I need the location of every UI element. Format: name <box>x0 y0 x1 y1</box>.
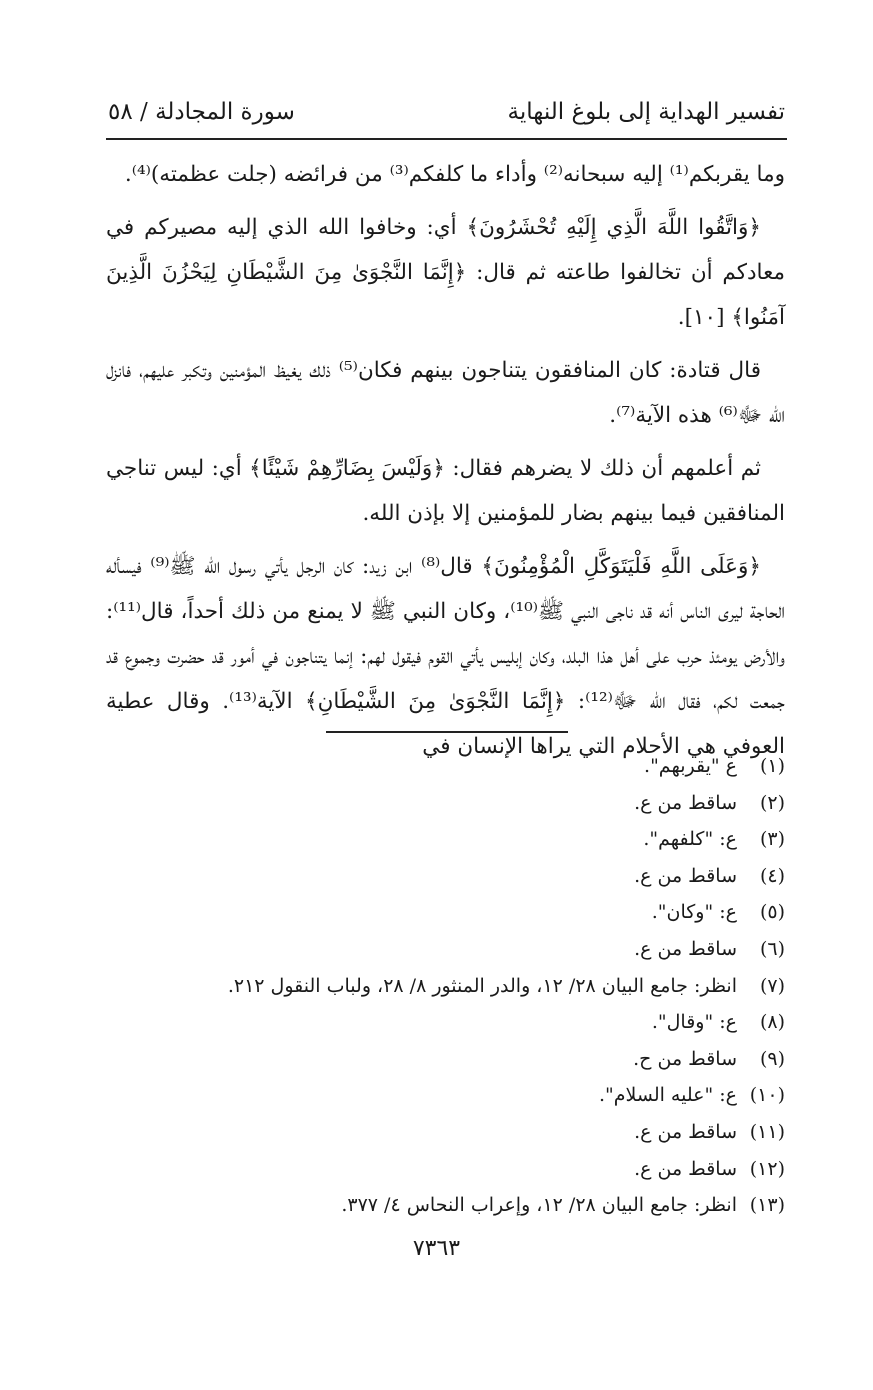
footnote-item <box>106 1114 785 1151</box>
footnote-item <box>106 785 785 822</box>
footnote-number: (٣) <box>759 828 785 851</box>
paragraph: قال قتادة: كان المنافقون يتناجون بينهم فكان⁽⁵⁾ ذلك يغيظ المؤمنين وتكبر عليهم، فانزل الله ﷻ⁽⁶⁾ هذه الآية⁽⁷⁾. <box>106 358 785 428</box>
footnote-text: ع "يقربهم". <box>644 755 737 777</box>
footnote-item <box>106 1151 785 1188</box>
footnote-text: ساقط من ع. <box>634 864 737 887</box>
footnote-number: (٦) <box>759 937 785 960</box>
footnote-text: ساقط من ع. <box>634 1157 737 1180</box>
footnote-text: انظر: جامع البيان ٢٨/ ١٢، وإعراب النحاس ٤/ ٣٧٧. <box>341 1194 737 1217</box>
footnote-text: ع: "وقال". <box>651 1011 737 1034</box>
footnote-number: (١٢) <box>749 1157 785 1180</box>
running-header <box>108 92 785 132</box>
footnote-text: ساقط من ع. <box>634 937 737 960</box>
footnote-item <box>106 748 785 785</box>
footnote-number: (٨) <box>759 1011 785 1034</box>
book-title: تفسير الهداية إلى بلوغ النهاية <box>507 99 785 125</box>
paragraph: ثم أعلمهم أن ذلك لا يضرهم فقال: ﴿وَلَيْسَ بِضَارِّهِمْ شَيْئًا﴾ أي: ليس تناجي المنافقين فيما بينهم بضار للمؤمنين إلا بإذن الله. <box>106 456 785 526</box>
footnote-number: (٤) <box>759 864 785 887</box>
footnote-item <box>106 1077 785 1114</box>
footnote-number: (٩) <box>759 1047 785 1070</box>
footnote-number: (١٠) <box>749 1084 785 1107</box>
footnote-text: ساقط من ع. <box>634 1120 737 1143</box>
footnote-text: ع: "كلفهم". <box>643 828 737 851</box>
footnote-divider <box>326 731 568 733</box>
footnote-number: (٢) <box>759 791 785 814</box>
footnote-number: (١١) <box>749 1120 785 1143</box>
footnote-number: (٥) <box>759 901 785 924</box>
paragraph: وما يقربكم⁽¹⁾ إليه سبحانه⁽²⁾ وأداء ما كلفكم⁽³⁾ من فرائضه (جلت عظمته)⁽⁴⁾. <box>124 162 785 187</box>
footnote-item <box>106 1187 785 1224</box>
footnote-item <box>106 931 785 968</box>
footnote-item <box>106 1004 785 1041</box>
surah-page-label: سورة المجادلة / ٥٨ <box>108 99 295 125</box>
footnote-text: ع: "وكان". <box>651 901 737 924</box>
footnote-item <box>106 1041 785 1078</box>
paragraph: ﴿وَعَلَى اللَّهِ فَلْيَتَوَكَّلِ الْمُؤْمِنُونَ﴾ قال⁽⁸⁾ ابن زيد: كان الرجل يأتي رسول الله ﷺ⁽⁹⁾ فيسأله الحاجة ليرى الناس أنه قد ناجى النبي ﷺ⁽¹⁰⁾، وكان النبي ﷺ لا يمنع من ذلك أحداً، قال⁽¹¹⁾: والأرض يومئذ حرب على أهل هذا البلد، وكان إبليس يأتي القوم فيقول لهم: إنما يتناجون في أمور قد حضرت وجموع قد جمعت لكم، فقال الله ﷻ⁽¹²⁾: ﴿إِنَّمَا النَّجْوَىٰ مِنَ الشَّيْطَانِ﴾ الآية⁽¹³⁾. وقال عطية العوفي هي الأحلام التي يراها الإنسان في <box>106 554 785 759</box>
paragraph: ﴿وَاتَّقُوا اللَّهَ الَّذِي إِلَيْهِ تُحْشَرُونَ﴾ أي: وخافوا الله الذي إليه مصيركم في معادكم أن تخالفوا طاعته ثم قال: ﴿إِنَّمَا النَّجْوَىٰ مِنَ الشَّيْطَانِ لِيَحْزُنَ الَّذِينَ آمَنُوا﴾ [١٠]. <box>106 215 785 330</box>
footnote-text: ع: "عليه السلام". <box>598 1084 737 1107</box>
footnote-item <box>106 858 785 895</box>
footnote-number: (١٣) <box>749 1194 785 1217</box>
footnote-item <box>106 968 785 1005</box>
footnote-number: (١) <box>759 755 785 777</box>
main-text <box>106 152 785 777</box>
footnote-text: ساقط من ع. <box>634 791 737 814</box>
footnote-number: (٧) <box>759 974 785 997</box>
footnote-item <box>106 821 785 858</box>
footnote-text: ساقط من ح. <box>633 1047 737 1070</box>
header-divider <box>106 138 787 140</box>
page-number: ٧٣٦٣ <box>412 1236 461 1261</box>
footnote-item <box>106 894 785 931</box>
footnote-text: انظر: جامع البيان ٢٨/ ١٢، والدر المنثور ٨/ ٢٨، ولباب النقول ٢١٢. <box>227 974 737 997</box>
footnotes-list <box>106 748 785 1224</box>
